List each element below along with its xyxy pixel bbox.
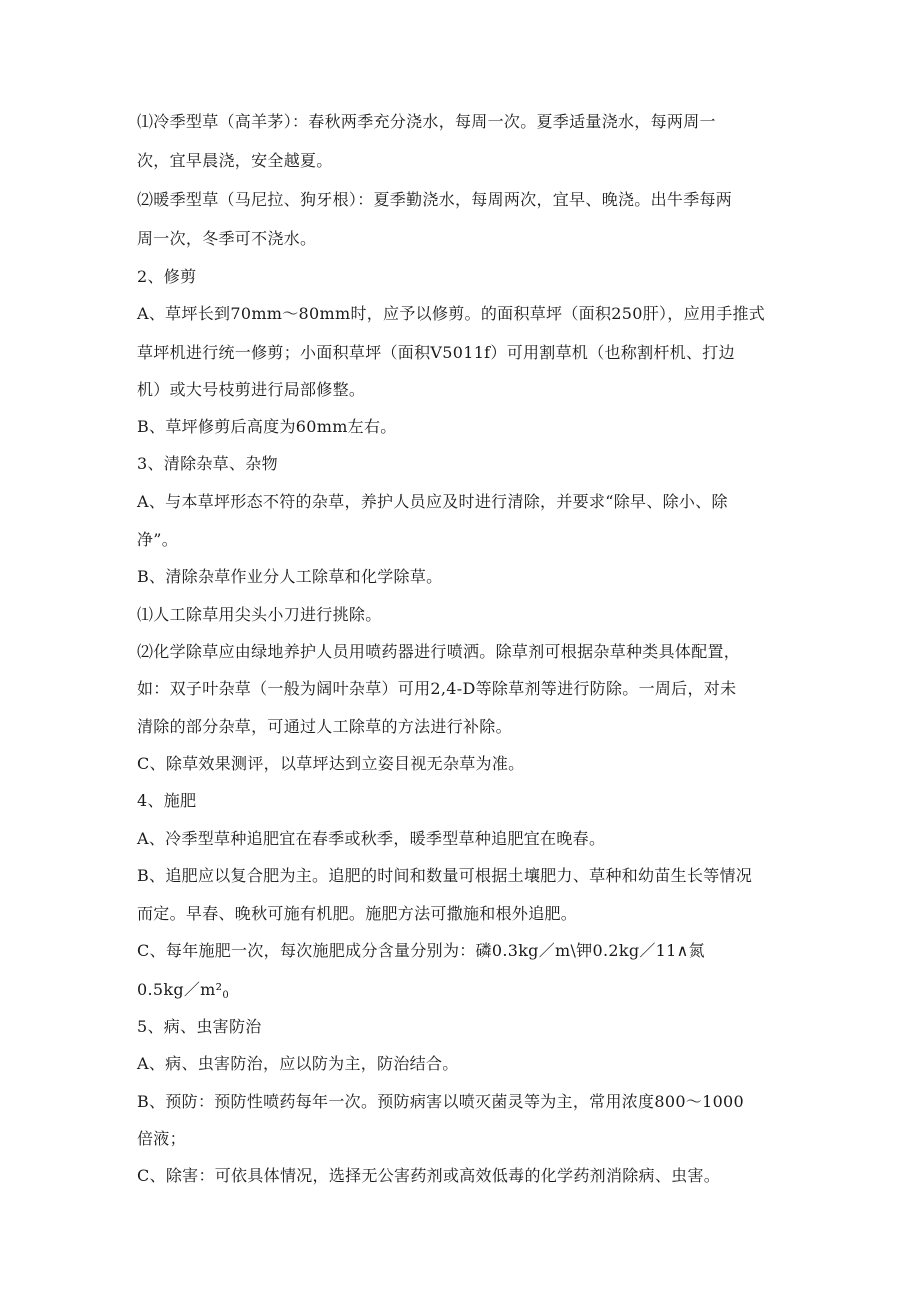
text-line: A、冷季型草种追肥宜在春季或秋季，暖季型草种追肥宜在晚春。 — [137, 829, 606, 848]
text-line: ⑵化学除草应由绿地养护人员用喷药器进行喷洒。除草剂可根据杂草种类具体配置， — [137, 642, 741, 661]
text-line: B、草坪修剪后高度为60mm左右。 — [137, 417, 397, 436]
text-line: A、草坪长到70mm～80mm时，应予以修剪。的面积草坪（面积250肝），应用手推式 — [137, 304, 766, 323]
text-line: C、除草效果测评，以草坪达到立姿目视无杂草为准。 — [137, 754, 525, 773]
text-line: 如：双子叶杂草（一般为阔叶杂草）可用2,4-D等除草剂等进行防除。一周后，对未 — [137, 679, 737, 698]
text-line: ⑵暖季型草（马尼拉、狗牙根）：夏季勤浇水，每周两次，宜早、晚浇。出牛季每两 — [137, 190, 733, 209]
formula-subscript: 0 — [222, 990, 230, 1001]
formula-text: 0.5kg／m² — [137, 980, 223, 999]
text-line: ⑴人工除草用尖头小刀进行挑除。 — [137, 605, 382, 624]
text-line: 净”。 — [137, 530, 179, 549]
text-line: C、除害：可依具体情况，选择无公害药剂或高效低毒的化学药剂消除病、虫害。 — [137, 1166, 721, 1185]
text-line: A、与本草坪形态不符的杂草，养护人员应及时进行清除，并要求“除早、除小、除 — [137, 492, 728, 511]
text-line: C、每年施肥一次，每次施肥成分含量分别为：磷0.3kg／m\钾0.2kg／11∧氮 — [137, 941, 705, 960]
text-line: B、追肥应以复合肥为主。追肥的时间和数量可根据土壤肥力、草种和幼苗生长等情况 — [137, 866, 753, 885]
section-heading: 3、清除杂草、杂物 — [137, 454, 278, 473]
text-line: A、病、虫害防治，应以防为主，防治结合。 — [137, 1054, 459, 1073]
section-heading: 5、病、虫害防治 — [137, 1017, 262, 1036]
text-line: ⑴冷季型草（高羊茅）：春秋两季充分浇水，每周一次。夏季适量浇水，每两周一 — [137, 112, 716, 131]
section-heading: 4、施肥 — [137, 791, 197, 810]
text-line: 清除的部分杂草，可通过人工除草的方法进行补除。 — [137, 717, 512, 736]
text-line: 次，宜早晨浇，安全越夏。 — [137, 151, 333, 170]
text-line: 而定。早春、晚秋可施有机肥。施肥方法可撒施和根外追肥。 — [137, 904, 578, 923]
text-line: 草坪机进行统一修剪；小面积草坪（面积V5011f）可用割草机（也称割杆机、打边 — [137, 343, 735, 362]
section-heading: 2、修剪 — [137, 267, 197, 286]
text-line: 机）或大号枝剪进行局部修整。 — [137, 380, 366, 399]
text-line: 倍液； — [137, 1129, 186, 1148]
text-line: B、清除杂草作业分人工除草和化学除草。 — [137, 567, 443, 586]
text-line — [137, 980, 229, 1006]
text-line: B、预防：预防性喷药每年一次。预防病害以喷灭菌灵等为主，常用浓度800～1000 — [137, 1092, 745, 1111]
text-line: 周一次，冬季可不浇水。 — [137, 229, 317, 248]
